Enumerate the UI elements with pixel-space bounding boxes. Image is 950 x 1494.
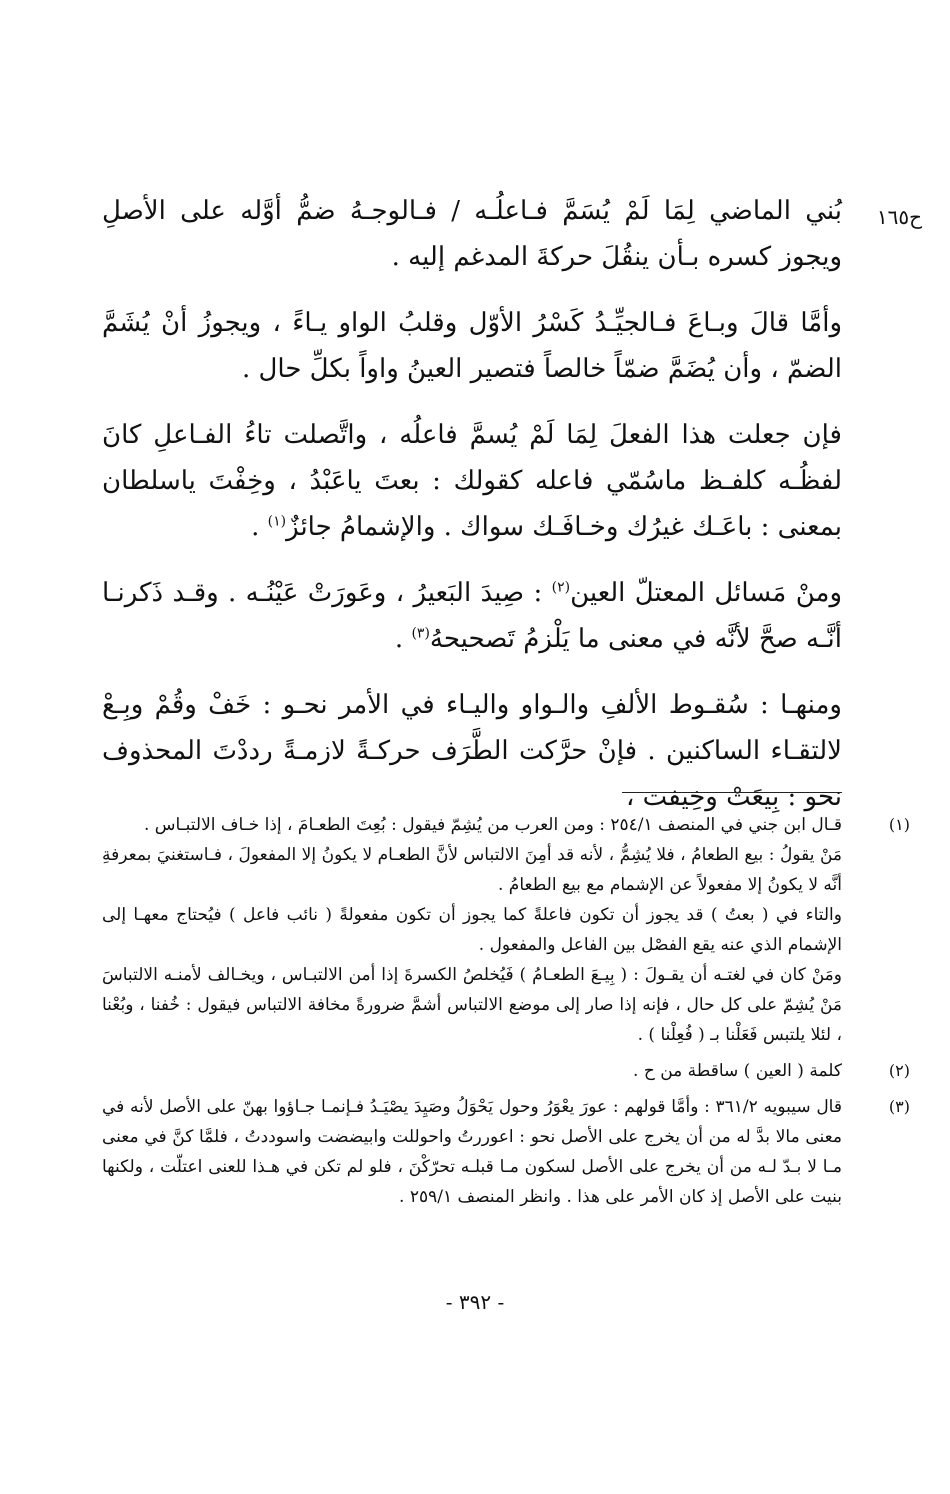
paragraph xyxy=(102,412,842,550)
footnote-line: مَنْ يقولُ : بيع الطعامُ ، فلا يُشِمُّ ، لأنه قد أمِنَ الالتباس لأنَّ الطعـام لا يكونُ إلا المفعولَ ، فـاستغنيَ بمعرفةِ أنَّه لا يكونُ إلا مفعولاً عن الإشمام مع بيع الطعامُ . xyxy=(102,845,842,895)
footnote-ref: (٣) xyxy=(411,625,430,642)
footnote-divider xyxy=(622,792,842,793)
footnote-ref: (١) xyxy=(267,513,287,530)
paragraph-text: وأمَّا قالَ وبـاعَ فـالجيِّـدُ كَسْرُ الأوّل وقلبُ الواو يـاءً ، ويجوزُ أنْ يُشَمَّ الضمّ ، وأن يُضَمَّ ضمّاً خالصاً فتصير العينُ واواً بكلِّ حال . xyxy=(102,308,842,384)
footnote-line: ومَنْ كان في لغتـه أن يقـولَ : ( بِيـعَ الطعـامُ ) فَيُخلصُ الكسرةَ إذا أمن الالتبـاس ، ويخـالف لأمنـه الالتباسَ مَنْ يُشِمّ على كل حال ، فإنه إذا صار إلى موضع الالتباس أشمَّ ضرورةً مخافة الالتباس فيقول : خُفنا ، وبُعْنا ، لئلا يلتبس فَعَلْنا بـ ( فُعِلْنا ) . xyxy=(102,965,842,1045)
footnote-number: (١) xyxy=(888,815,910,834)
paragraph-text: بُني الماضي لِمَا لَمْ يُسَمَّ فـاعلُـه / فـالوجـهُ ضمُّ أوَّله على الأصلِ ويجوز كسره بـأن ينقُلَ حركةَ المدغم إليه . xyxy=(102,196,842,272)
paragraph-tail: . xyxy=(251,512,268,542)
footnote-ref: (٢) xyxy=(551,579,571,596)
footnote-number: (٣) xyxy=(888,1097,910,1116)
manuscript-folio-note: ح١٦٥ xyxy=(876,205,922,229)
paragraph xyxy=(102,682,842,820)
paragraph-text: فإن جعلت هذا الفعلَ لِمَا لَمْ يُسمَّ فاعلُه ، واتَّصلت تاءُ الفـاعلِ كانَ لفظُـه كلفـظ ماسُمّي فاعله كقولك : بعتَ ياعَبْدُ ، وخِفْتَ ياسلطان بمعنى : باعَـك غيرُك وخـافَـك سواك . والإشمامُ جائزٌ xyxy=(102,420,842,542)
paragraph xyxy=(102,300,842,392)
footnote xyxy=(102,1056,910,1086)
footnote-number: (٢) xyxy=(888,1061,910,1080)
main-text xyxy=(102,188,842,840)
footnotes xyxy=(102,810,910,1218)
paragraph xyxy=(102,188,842,280)
footnote-line: كلمة ( العين ) ساقطة من ح . xyxy=(633,1061,842,1081)
paragraph-text: ومنهـا : سُقـوط الألفِ والـواو واليـاء في الأمر نحـو : خَفْ وقُمْ وبِـعْ لالتقـاء الساكنين . فإنْ حرَّكت الطَّرَف حركـةً لازمـةً رددْتَ المحذوف نحو : بِيعَتْ وخِيفت ، xyxy=(102,690,842,812)
paragraph-tail: . xyxy=(394,624,412,654)
footnote-line: قال سيبويه ٣٦١/٢ : وأمَّا قولهم : عورَ يعْوَرُ وحول يَحْوَلُ وصَيِدَ يصْيَـدُ فـإنمـا جـاؤوا بهنّ على الأصل لأنه في معنى مالا بدَّ له من أن يخرج على الأصل نحو : اعوررتُ واحوللت وابيضضت واسوددتُ ، فلمَّا كنَّ في معنى مـا لا بـدّ لـه من أن يخرج على الأصل لسكون مـا قبلـه تحرّكْنَ ، فلو لم تكن في هـذا للعنى اعتلّت ، ولكنها بنيت على الأصل إذ كان الأمر على هذا . وانظر المنصف ٢٥٩/١ . xyxy=(102,1097,842,1207)
footnote-line: قـال ابن جني في المنصف ٢٥٤/١ : ومن العرب من يُشِمّ فيقول : بُعِتَ الطعـامَ ، إذا خـاف الالتبـاس . xyxy=(143,815,842,835)
paragraph-text: ومنْ مَسائل المعتلّ العين xyxy=(570,578,842,608)
paragraph xyxy=(102,570,842,662)
footnote-line: والتاء في ( بعتُ ) قد يجوز أن تكون فاعلةً كما يجوز أن تكون مفعولةً ( نائب فاعل ) فيُحتاج معهـا إلى الإشمام الذي عنه يقع الفصْل بين الفاعل والمفعول . xyxy=(102,905,842,955)
page-number: - ٣٩٢ - xyxy=(445,1290,505,1314)
footnote xyxy=(102,810,910,1050)
paragraph-text-continued: : صِيدَ البَعيرُ ، وعَورَتْ عَيْنُـه . وقـد ذَكرنـا أنَّـه صحَّ لأنَّه في معنى ما يَلْزمُ تَصحيحهُ xyxy=(102,578,842,654)
footnote xyxy=(102,1092,910,1212)
